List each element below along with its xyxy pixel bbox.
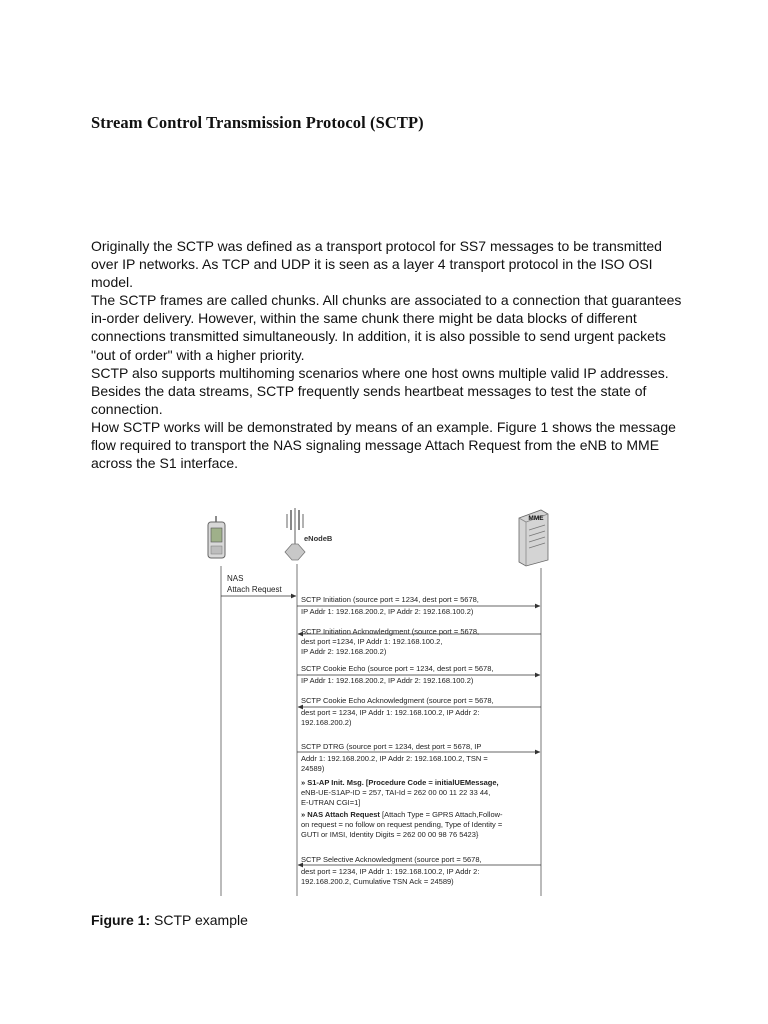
nas-attach-detail: GUTI or IMSI, Identity Digits = 262 00 00 98 76 5423} <box>301 830 479 839</box>
sequence-diagram <box>200 504 550 896</box>
message-label: IP Addr 1: 192.168.200.2, IP Addr 2: 192.168.100.2) <box>301 607 474 616</box>
message-label: 192.168.200.2) <box>301 718 352 727</box>
message-label: SCTP Initiation (source port = 1234, dest port = 5678, <box>301 595 479 604</box>
message-label: SCTP Selective Acknowledgment (source port = 5678, <box>301 855 482 864</box>
nas-attach-label: » NAS Attach Request [Attach Type = GPRS Attach,Follow- <box>301 810 503 819</box>
message-label: 24589) <box>301 764 325 773</box>
s1ap-label: » S1-AP Init. Msg. [Procedure Code = initialUEMessage, <box>301 778 499 787</box>
figure-caption <box>91 912 248 928</box>
paragraph: Originally the SCTP was defined as a transport protocol for SS7 messages to be transmitted over IP networks. As TCP and UDP it is seen as a layer 4 transport protocol in the ISO OSI model. <box>91 238 662 291</box>
s1ap-detail: eNB-UE-S1AP-ID = 257, TAI-Id = 262 00 00 11 22 33 44, <box>301 788 491 797</box>
message-label: dest port =1234, IP Addr 1: 192.168.100.2, <box>301 637 443 646</box>
message-label: IP Addr 2: 192.168.200.2) <box>301 647 387 656</box>
antenna-tower-icon <box>285 508 305 560</box>
mme-label: MME <box>528 515 544 522</box>
paragraph: SCTP also supports multihoming scenarios where one host owns multiple valid IP addresses. <box>91 364 669 381</box>
nas-attach-detail: on request = no follow on request pending, Type of Identity = <box>301 820 503 829</box>
paragraph: How SCTP works will be demonstrated by means of an example. Figure 1 shows the message flow required to transport the NAS signaling message Attach Request from the eNB to MME across the S1 interface. <box>91 418 676 472</box>
paragraph: Besides the data streams, SCTP frequently sends heartbeat messages to test the state of connection. <box>91 382 647 417</box>
message-label: SCTP Cookie Echo (source port = 1234, dest port = 5678, <box>301 664 494 673</box>
message-label: dest port = 1234, IP Addr 1: 192.168.100.2, IP Addr 2: <box>301 708 480 717</box>
body-text <box>91 237 691 472</box>
message-label: dest port = 1234, IP Addr 1: 192.168.100.2, IP Addr 2: <box>301 867 480 876</box>
phone-icon <box>208 516 225 558</box>
nas-label: NAS <box>227 574 244 583</box>
caption-label: Figure 1: <box>91 912 151 928</box>
message-label: IP Addr 1: 192.168.200.2, IP Addr 2: 192.168.100.2) <box>301 676 474 685</box>
message-label: SCTP Initiation Acknowledgment (source port = 5678, <box>301 627 480 636</box>
paragraph: The SCTP frames are called chunks. All chunks are associated to a connection that guarantees in-order delivery. However, within the same chunk there might be data blocks of different connections transmitted simultaneously. In addition, it is also possible to send urgent packets "out of order" with a higher priority. <box>91 292 682 363</box>
message-label: SCTP Cookie Echo Acknowledgment (source port = 5678, <box>301 696 494 705</box>
message-label: SCTP DTRG (source port = 1234, dest port = 5678, IP <box>301 742 482 751</box>
nas-label: Attach Request <box>227 585 282 594</box>
s1ap-detail: E-UTRAN CGI=1] <box>301 798 361 807</box>
message-label: 192.168.200.2, Cumulative TSN Ack = 24589) <box>301 877 454 886</box>
caption-text: SCTP example <box>150 912 248 928</box>
enodeb-label: eNodeB <box>304 534 333 543</box>
message-label: Addr 1: 192.168.200.2, IP Addr 2: 192.168.100.2, TSN = <box>301 754 488 763</box>
document-title: Stream Control Transmission Protocol (SCTP) <box>91 113 424 132</box>
